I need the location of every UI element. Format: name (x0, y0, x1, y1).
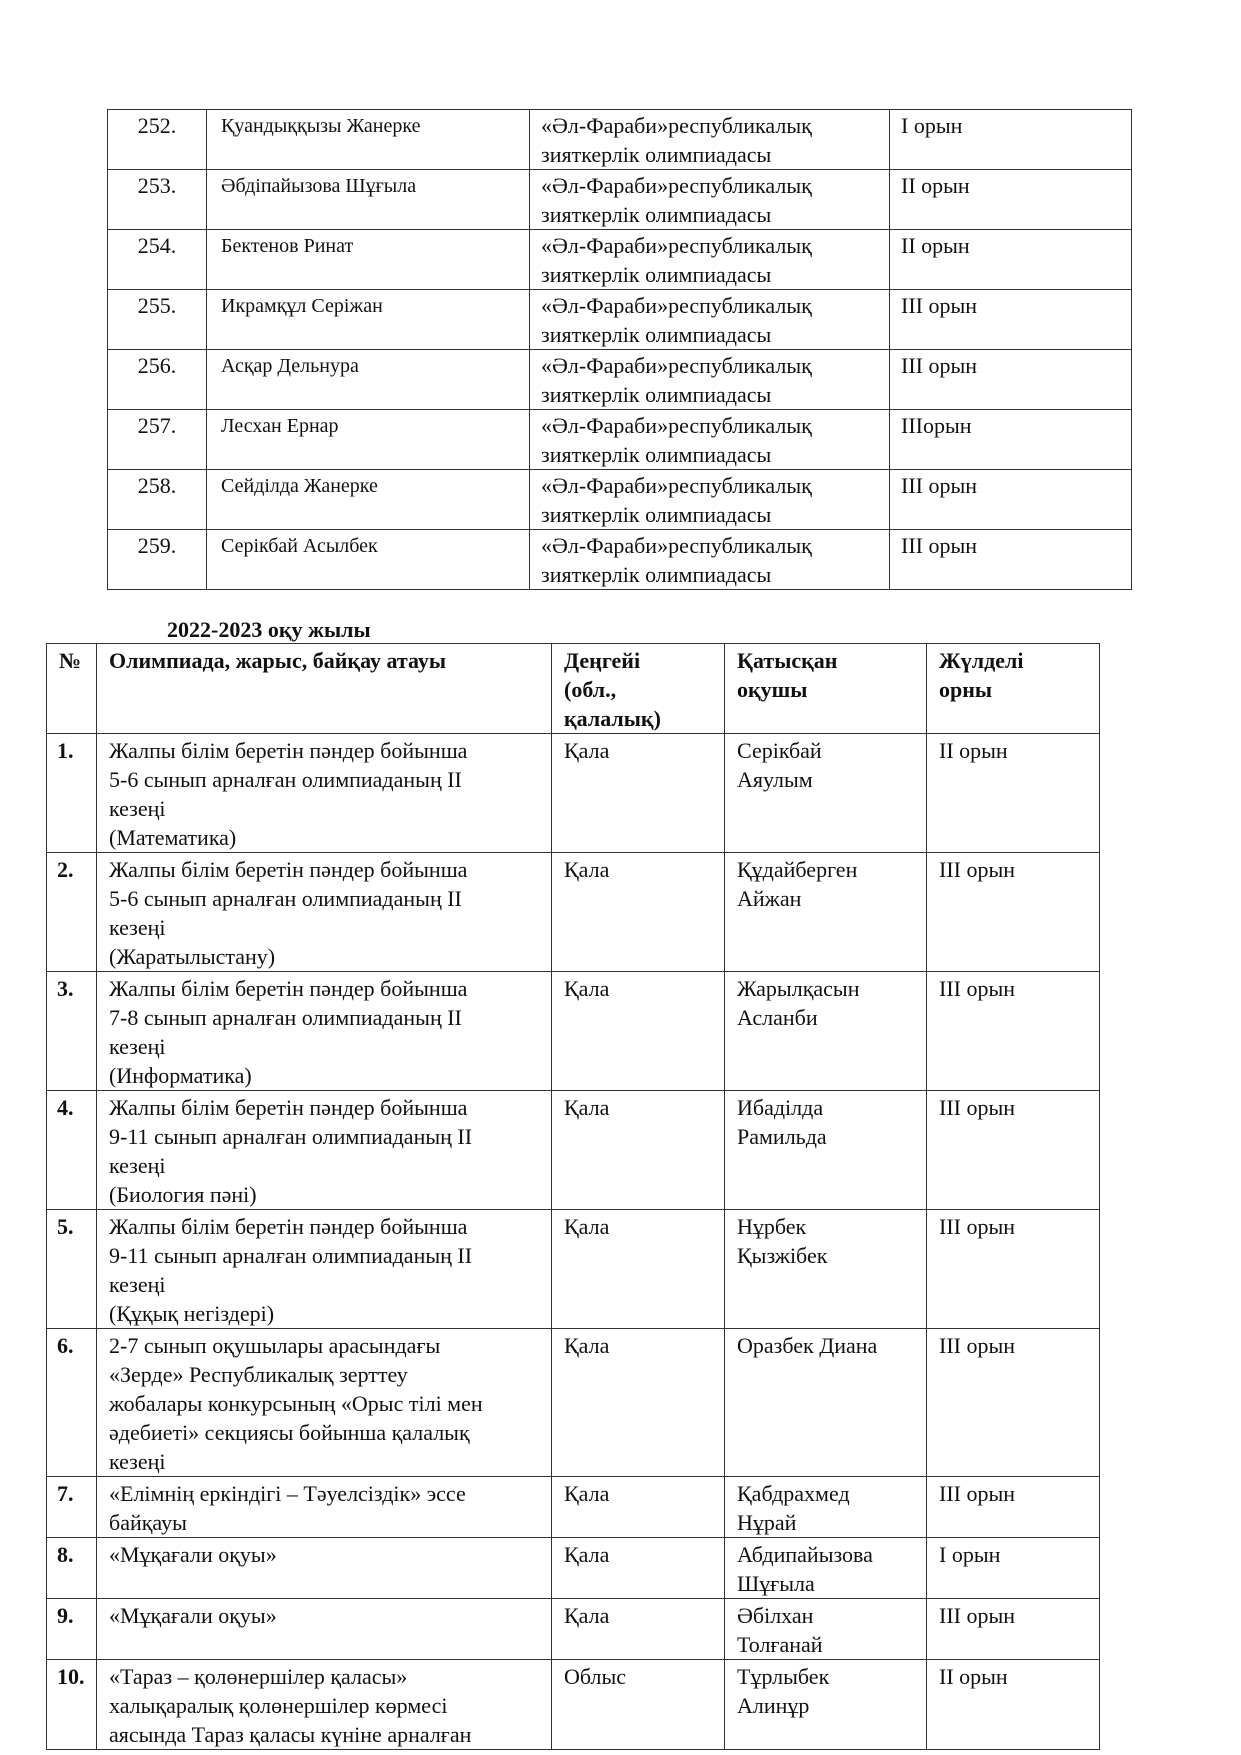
competition-name: «Әл-Фараби»республикалық зияткерлік олимпиадасы (530, 170, 890, 230)
place-awarded: II орын (927, 1660, 1100, 1750)
competition-name: 2-7 сынып оқушылары арасындағы «Зерде» Республикалық зерттеу жобалары конкурсының «Орыс тілі мен әдебиеті» секциясы бойынша қалалық кезеңі (97, 1329, 552, 1477)
place-awarded: III орын (927, 853, 1100, 972)
row-number: 10. (47, 1660, 97, 1750)
student-name: Лесхан Ернар (207, 410, 530, 470)
student-name: Серікбай Асылбек (207, 530, 530, 590)
student-name: Әбдіпайызова Шұғыла (207, 170, 530, 230)
row-number: 253. (108, 170, 207, 230)
row-number: 8. (47, 1538, 97, 1599)
competition-name: «Елімнің еркіндігі – Тәуелсіздік» эссе байқауы (97, 1477, 552, 1538)
row-number: 4. (47, 1091, 97, 1210)
table-row (47, 1599, 1100, 1660)
row-number: 5. (47, 1210, 97, 1329)
table-row (47, 1477, 1100, 1538)
student-name: Нұрбек Қызжібек (725, 1210, 927, 1329)
row-number: 9. (47, 1599, 97, 1660)
student-name: Қуандыққызы Жанерке (207, 110, 530, 170)
row-number: 256. (108, 350, 207, 410)
table-row (47, 1210, 1100, 1329)
row-number: 257. (108, 410, 207, 470)
table-row (108, 410, 1132, 470)
row-number: 1. (47, 734, 97, 853)
table-row (108, 170, 1132, 230)
place-awarded: III орын (927, 1599, 1100, 1660)
competition-level: Қала (552, 1091, 725, 1210)
competition-name: «Мұқағали оқуы» (97, 1599, 552, 1660)
competition-name: «Әл-Фараби»республикалық зияткерлік олимпиадасы (530, 350, 890, 410)
student-name: Құдайберген Айжан (725, 853, 927, 972)
place-awarded: I орын (890, 110, 1132, 170)
competition-level: Қала (552, 1538, 725, 1599)
results-table-2022-2023-body (47, 734, 1100, 1750)
table-row (108, 530, 1132, 590)
table-row (108, 110, 1132, 170)
competition-name: «Әл-Фараби»республикалық зияткерлік олимпиадасы (530, 470, 890, 530)
place-awarded: III орын (927, 1329, 1100, 1477)
place-awarded: III орын (927, 1210, 1100, 1329)
competition-name: Жалпы білім беретін пәндер бойынша 7-8 сынып арналған олимпиаданың II кезеңі (Информатика) (97, 972, 552, 1091)
row-number: 258. (108, 470, 207, 530)
competition-name: «Әл-Фараби»республикалық зияткерлік олимпиадасы (530, 410, 890, 470)
row-number: 255. (108, 290, 207, 350)
student-name: Тұрлыбек Алинұр (725, 1660, 927, 1750)
student-name: Жарылқасын Асланби (725, 972, 927, 1091)
competition-name: «Тараз – қолөнершілер қаласы» халықаралық қолөнершілер көрмесі аясында Тараз қаласы күніне арналған (97, 1660, 552, 1750)
competition-name: «Әл-Фараби»республикалық зияткерлік олимпиадасы (530, 230, 890, 290)
row-number: 6. (47, 1329, 97, 1477)
student-name: Сейділда Жанерке (207, 470, 530, 530)
place-awarded: I орын (927, 1538, 1100, 1599)
place-awarded: III орын (927, 1091, 1100, 1210)
competition-name: «Мұқағали оқуы» (97, 1538, 552, 1599)
student-name: Әбілхан Толғанай (725, 1599, 927, 1660)
place-awarded: II орын (890, 230, 1132, 290)
place-awarded: II орын (927, 734, 1100, 853)
student-name: Қабдрахмед Нұрай (725, 1477, 927, 1538)
student-name: Ибаділда Рамильда (725, 1091, 927, 1210)
table-row (47, 853, 1100, 972)
row-number: 254. (108, 230, 207, 290)
competition-name: Жалпы білім беретін пәндер бойынша 9-11 сынып арналған олимпиаданың II кезеңі (Биология пәні) (97, 1091, 552, 1210)
results-table-previous-body (108, 110, 1132, 590)
place-awarded: III орын (927, 972, 1100, 1091)
competition-name: Жалпы білім беретін пәндер бойынша 5-6 сынып арналған олимпиаданың II кезеңі (Математика) (97, 734, 552, 853)
student-name: Оразбек Диана (725, 1329, 927, 1477)
student-name: Абдипайызова Шұғыла (725, 1538, 927, 1599)
header-competition-name: Олимпиада, жарыс, байқау атауы (97, 644, 552, 734)
table-row (108, 290, 1132, 350)
student-name: Серікбай Аяулым (725, 734, 927, 853)
student-name: Асқар Дельнура (207, 350, 530, 410)
place-awarded: III орын (927, 1477, 1100, 1538)
row-number: 7. (47, 1477, 97, 1538)
table-row (47, 1538, 1100, 1599)
student-name: Икрамқұл Серіжан (207, 290, 530, 350)
competition-name: «Әл-Фараби»республикалық зияткерлік олимпиадасы (530, 530, 890, 590)
place-awarded: III орын (890, 470, 1132, 530)
place-awarded: III орын (890, 530, 1132, 590)
header-number: № (47, 644, 97, 734)
row-number: 259. (108, 530, 207, 590)
table-row (47, 972, 1100, 1091)
competition-name: Жалпы білім беретін пәндер бойынша 5-6 сынып арналған олимпиаданың II кезеңі (Жаратылыстану) (97, 853, 552, 972)
competition-name: «Әл-Фараби»республикалық зияткерлік олимпиадасы (530, 290, 890, 350)
competition-level: Қала (552, 972, 725, 1091)
competition-level: Қала (552, 1329, 725, 1477)
student-name: Бектенов Ринат (207, 230, 530, 290)
competition-level: Қала (552, 1477, 725, 1538)
place-awarded: III орын (890, 350, 1132, 410)
table-row (108, 350, 1132, 410)
place-awarded: II орын (890, 170, 1132, 230)
results-table-previous (107, 109, 1132, 590)
table-row (47, 734, 1100, 853)
competition-level: Қала (552, 1599, 725, 1660)
header-level: Деңгейі (обл., қалалық) (552, 644, 725, 734)
row-number: 2. (47, 853, 97, 972)
table-row (47, 1660, 1100, 1750)
place-awarded: III орын (890, 290, 1132, 350)
row-number: 3. (47, 972, 97, 1091)
table-row (108, 230, 1132, 290)
competition-level: Облыс (552, 1660, 725, 1750)
competition-name: Жалпы білім беретін пәндер бойынша 9-11 сынып арналған олимпиаданың II кезеңі (Құқық негіздері) (97, 1210, 552, 1329)
header-place: Жүлделі орны (927, 644, 1100, 734)
table-row (108, 470, 1132, 530)
year-heading: 2022-2023 оқу жылы (167, 617, 371, 642)
table-row (47, 1091, 1100, 1210)
competition-level: Қала (552, 1210, 725, 1329)
results-table-2022-2023 (46, 643, 1100, 1750)
table-header-row (47, 644, 1100, 734)
place-awarded: IIIорын (890, 410, 1132, 470)
header-student: Қатысқан оқушы (725, 644, 927, 734)
table-row (47, 1329, 1100, 1477)
competition-level: Қала (552, 734, 725, 853)
competition-name: «Әл-Фараби»республикалық зияткерлік олимпиадасы (530, 110, 890, 170)
row-number: 252. (108, 110, 207, 170)
competition-level: Қала (552, 853, 725, 972)
